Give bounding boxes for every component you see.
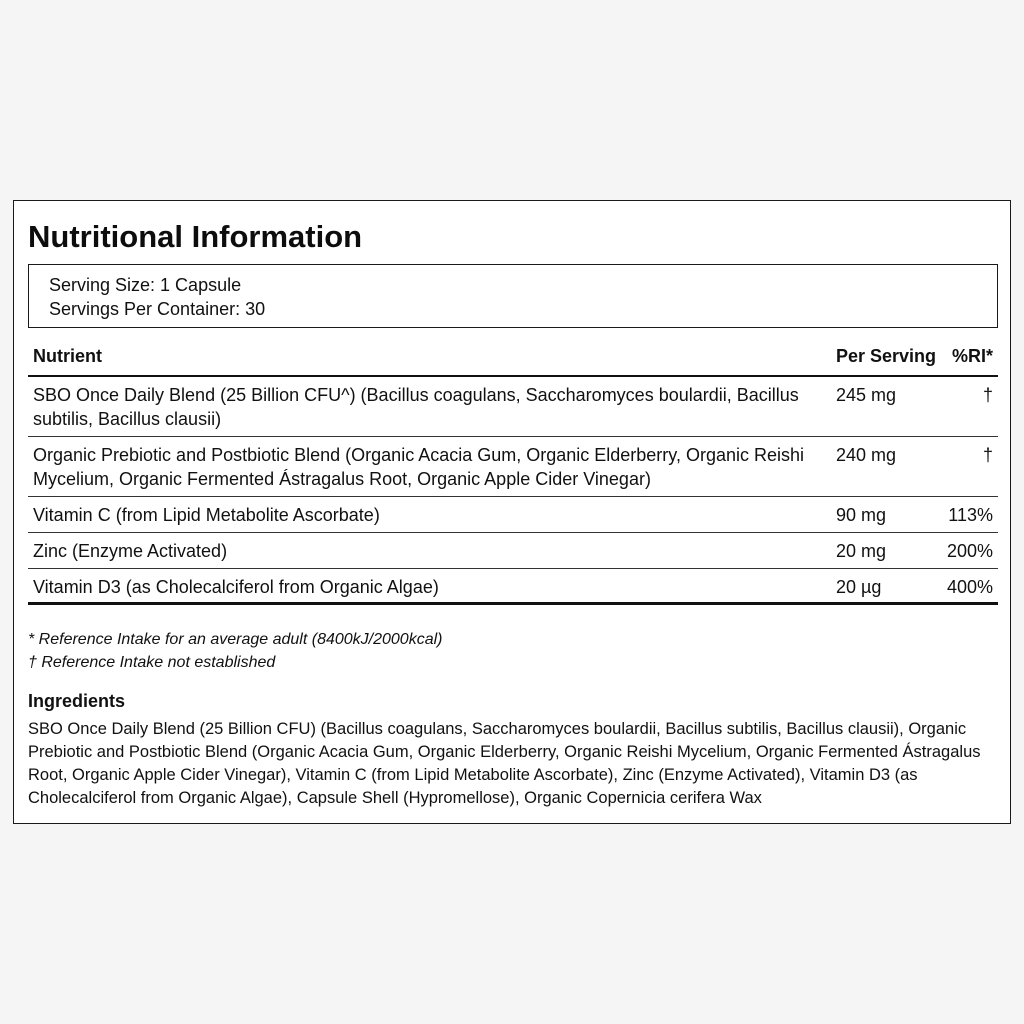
panel-title: Nutritional Information xyxy=(28,219,363,254)
table-row xyxy=(28,569,998,605)
nutrient-name: Vitamin C (from Lipid Metabolite Ascorbate) xyxy=(33,505,380,525)
table-row xyxy=(28,377,998,437)
per-serving-value: 240 mg xyxy=(836,445,897,465)
table-row xyxy=(28,437,998,497)
nutrient-name: Organic Prebiotic and Postbiotic Blend (Organic Acacia Gum, Organic Elderberry, Organic Reishi Mycelium, Organic Fermented Ástragalus Root, Organic Apple Cider Vinegar) xyxy=(33,445,805,489)
nutrient-name: Zinc (Enzyme Activated) xyxy=(33,541,228,561)
ri-value: † xyxy=(982,385,993,405)
per-serving-value: 20 mg xyxy=(836,541,887,561)
ri-value: 113% xyxy=(948,505,993,525)
per-serving-value: 20 µg xyxy=(836,577,882,597)
table-header xyxy=(28,338,998,377)
ri-value: † xyxy=(982,445,993,465)
nutrition-panel xyxy=(13,200,1011,824)
table-row xyxy=(28,497,998,533)
dagger-footnote: † Reference Intake not established xyxy=(28,654,276,671)
header-nutrient: Nutrient xyxy=(33,346,102,366)
header-ri: %RI* xyxy=(951,346,993,366)
serving-size: Serving Size: 1 Capsule xyxy=(49,275,242,295)
per-serving-value: 245 mg xyxy=(836,385,897,405)
nutrient-name: SBO Once Daily Blend (25 Billion CFU^) (Bacillus coagulans, Saccharomyces boulardii, Bacillus subtilis, Bacillus clausii) xyxy=(33,385,799,429)
serving-info-box xyxy=(28,264,998,328)
table-row xyxy=(28,533,998,569)
ri-footnote: * Reference Intake for an average adult (8400kJ/2000kcal) xyxy=(28,631,443,648)
ingredients-heading: Ingredients xyxy=(28,691,126,711)
ri-value: 200% xyxy=(946,541,993,561)
ingredients-text: SBO Once Daily Blend (25 Billion CFU) (Bacillus coagulans, Saccharomyces boulardii, Bacillus subtilis, Bacillus clausii), Organic Prebiotic and Postbiotic Blend (Organic Acacia Gum, Organic Elderberry, Organic Reishi Mycelium, Organic Fermented Ástragalus Root, Organic Apple Cider Vinegar), Vitamin C (from Lipid Metabolite Ascorbate), Zinc (Enzyme Activated), Vitamin D3 (as Cholecalciferol from Organic Algae), Capsule Shell (Hypromellose), Organic Copernicia cerifera Wax xyxy=(28,720,981,807)
footnotes xyxy=(28,628,442,674)
ri-value: 400% xyxy=(946,577,993,597)
nutrient-name: Vitamin D3 (as Cholecalciferol from Organic Algae) xyxy=(33,577,439,597)
nutrient-table xyxy=(28,338,998,605)
servings-per-container: Servings Per Container: 30 xyxy=(49,299,266,319)
header-per-serving: Per Serving xyxy=(836,346,937,366)
per-serving-value: 90 mg xyxy=(836,505,887,525)
